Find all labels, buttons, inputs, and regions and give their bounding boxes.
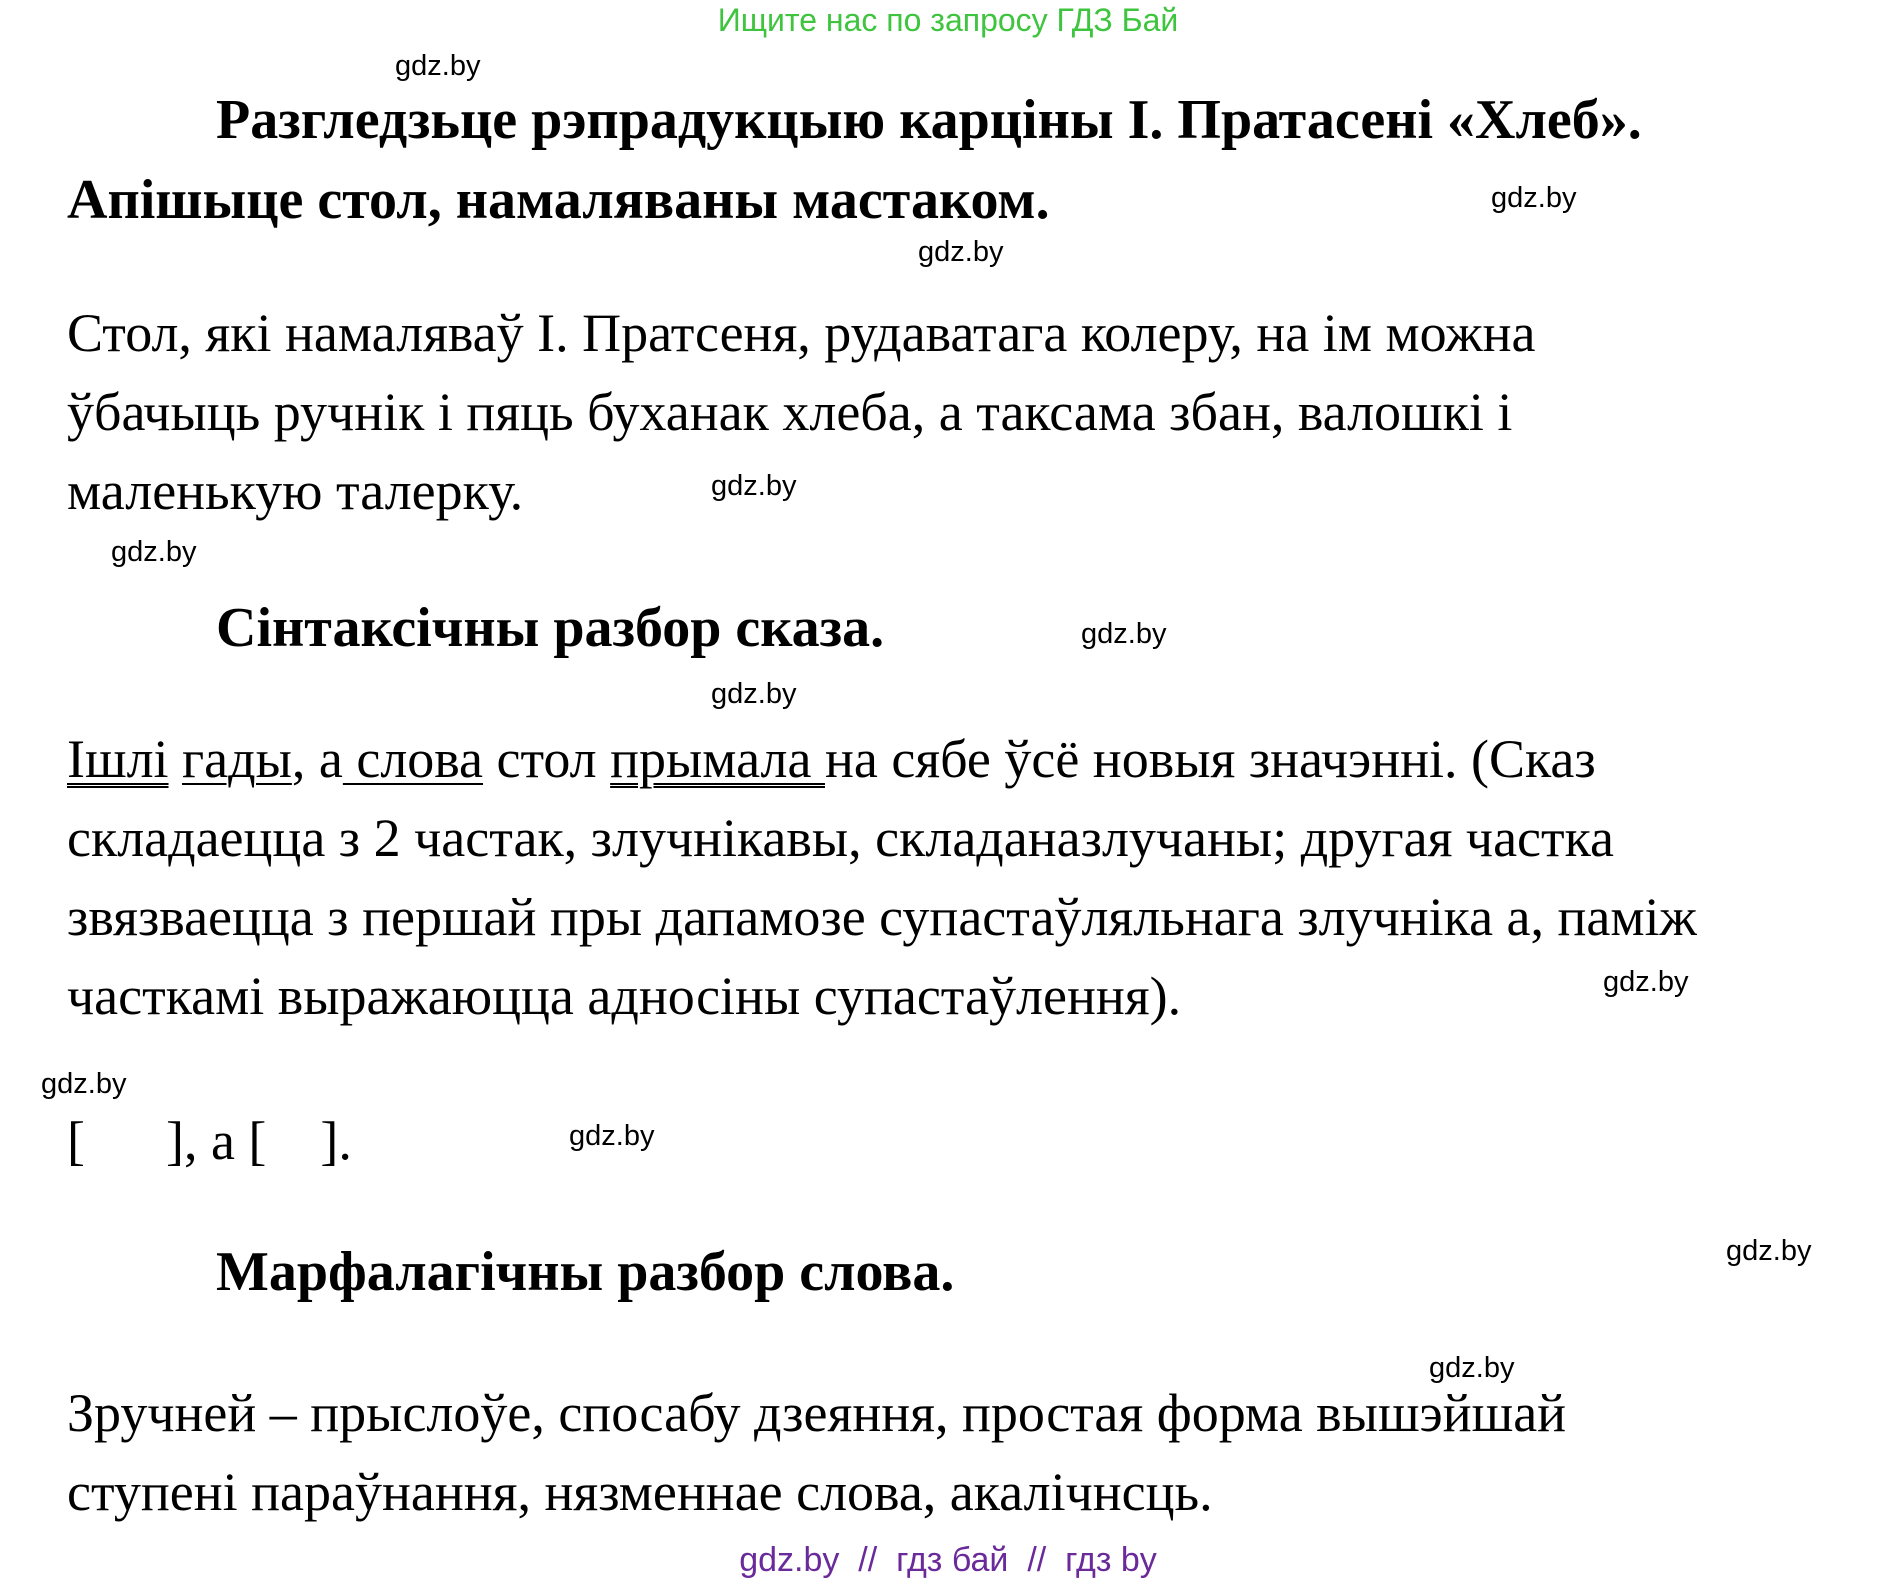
syntax-sentence bbox=[67, 728, 1596, 790]
watermark: gdz.by bbox=[569, 1120, 655, 1152]
sentence-text: , а bbox=[291, 729, 343, 789]
predicate-word: прымала bbox=[610, 729, 825, 789]
watermark: gdz.by bbox=[41, 1068, 127, 1100]
subject-word: гады bbox=[182, 729, 292, 789]
watermark: gdz.by bbox=[1429, 1352, 1515, 1384]
top-banner: Ищите нас по запросу ГДЗ Бай bbox=[717, 2, 1179, 38]
subject-word: Ішлі bbox=[67, 729, 169, 789]
answer-line: Стол, які намаляваў І. Пратсеня, рудаватага колеру, на ім можна bbox=[67, 303, 1536, 363]
answer-line: маленькую талерку. bbox=[67, 461, 524, 521]
watermark: gdz.by bbox=[711, 678, 797, 710]
task-heading-line-1: Разгледзьце рэпрадукцыю карціны І. Пратасені «Хлеб». bbox=[216, 89, 1642, 151]
sentence-text: стол bbox=[483, 729, 611, 789]
sentence-scheme: [ ], а [ ]. bbox=[67, 1111, 352, 1171]
watermark: gdz.by bbox=[1081, 618, 1167, 650]
watermark: gdz.by bbox=[1726, 1235, 1812, 1267]
subject-word: слова bbox=[342, 729, 484, 789]
watermark: gdz.by bbox=[395, 50, 481, 82]
answer-line: ўбачыць ручнік і пяць буханак хлеба, а таксама збан, валошкі і bbox=[67, 382, 1513, 442]
morph-heading: Марфалагічны разбор слова. bbox=[216, 1241, 955, 1303]
syntax-heading: Сінтаксічны разбор сказа. bbox=[216, 597, 885, 659]
morph-line: Зручней – прыслоўе, спосабу дзеяння, простая форма вышэйшай bbox=[67, 1383, 1567, 1443]
footer-links: gdz.by // гдз бай // гдз by bbox=[739, 1541, 1157, 1579]
watermark: gdz.by bbox=[111, 536, 197, 568]
watermark: gdz.by bbox=[1603, 966, 1689, 998]
watermark: gdz.by bbox=[711, 470, 797, 502]
task-heading-line-2: Апішыце стол, намаляваны мастаком. bbox=[67, 169, 1050, 231]
syntax-line: складаецца з 2 частак, злучнікавы, складаназлучаны; другая частка bbox=[67, 808, 1614, 868]
morph-line: ступені параўнання, нязменнае слова, акалічнсць. bbox=[67, 1462, 1213, 1522]
syntax-line: звязваецца з першай пры дапамозе супастаўляльнага злучніка а, паміж bbox=[67, 887, 1697, 947]
watermark: gdz.by bbox=[918, 236, 1004, 268]
sentence-text bbox=[169, 729, 183, 789]
syntax-line: часткамі выражаюцца адносіны супастаўлення). bbox=[67, 966, 1182, 1026]
watermark: gdz.by bbox=[1491, 182, 1577, 214]
sentence-text: на сябе ўсё новыя значэнні. (Сказ bbox=[824, 729, 1596, 789]
